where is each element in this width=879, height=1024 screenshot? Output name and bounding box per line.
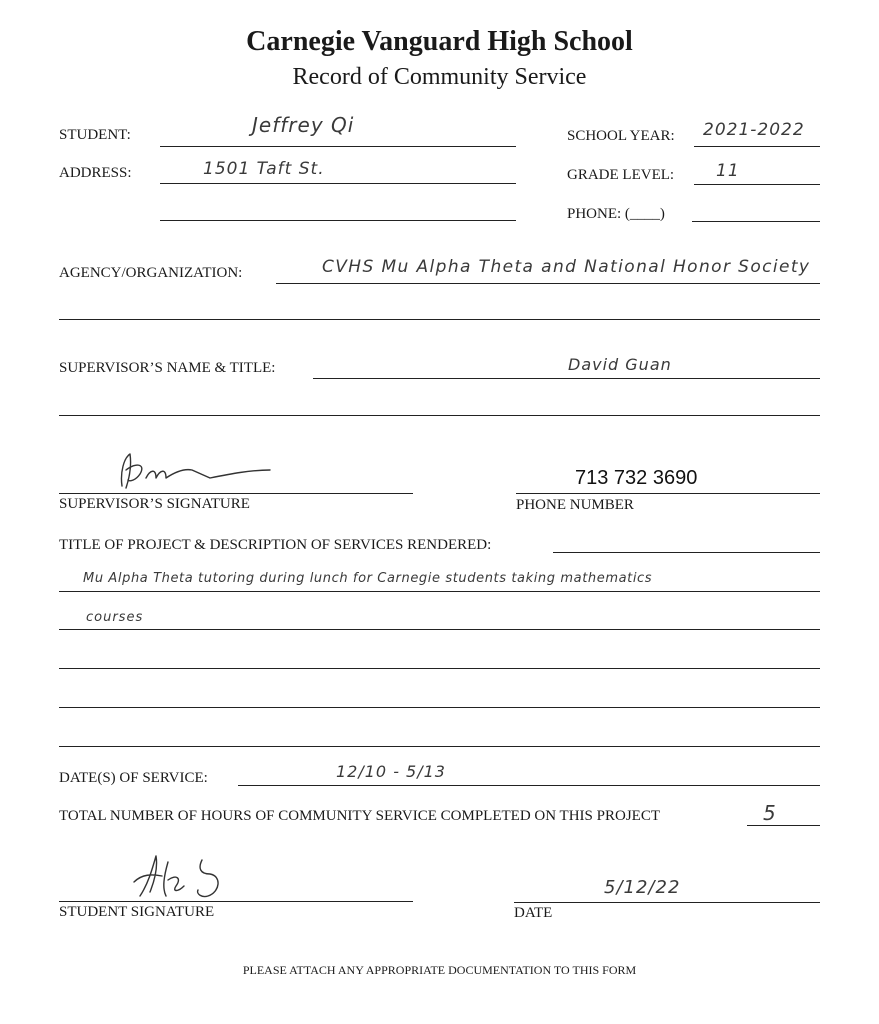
description-line-1 bbox=[59, 591, 820, 592]
project-title-label: TITLE OF PROJECT & DESCRIPTION OF SERVICES RENDERED: bbox=[59, 537, 492, 553]
description-line-1-value: Mu Alpha Theta tutoring during lunch for Carnegie students taking mathematics bbox=[83, 571, 653, 586]
student-signature-line bbox=[59, 901, 413, 902]
agency-value: CVHS Mu Alpha Theta and National Honor Society bbox=[322, 257, 811, 277]
student-signature-label: STUDENT SIGNATURE bbox=[59, 904, 215, 920]
total-hours-line bbox=[747, 825, 820, 826]
project-title-line bbox=[553, 552, 820, 553]
supervisor-name-value: David Guan bbox=[568, 355, 672, 374]
address-label: ADDRESS: bbox=[59, 165, 132, 181]
total-hours-value: 5 bbox=[763, 801, 777, 825]
student-label: STUDENT: bbox=[59, 127, 131, 143]
phone-line bbox=[692, 221, 820, 222]
supervisor-signature-label: SUPERVISOR’S SIGNATURE bbox=[59, 496, 250, 512]
description-line-2 bbox=[59, 629, 820, 630]
address-line-2 bbox=[160, 220, 516, 221]
phone-number-line bbox=[516, 493, 820, 494]
student-signature-mark bbox=[128, 852, 258, 902]
student-value: Jeffrey Qi bbox=[252, 113, 355, 137]
supervisor-phone-value: 713 732 3690 bbox=[575, 467, 698, 489]
school-year-value: 2021-2022 bbox=[703, 120, 805, 140]
address-value: 1501 Taft St. bbox=[203, 159, 325, 179]
description-line-5 bbox=[59, 746, 820, 747]
date-label: DATE bbox=[514, 905, 553, 921]
agency-line-2 bbox=[59, 319, 820, 320]
grade-level-line bbox=[694, 184, 820, 185]
dates-of-service-line bbox=[238, 785, 820, 786]
description-line-2-value: courses bbox=[86, 610, 144, 625]
dates-of-service-value: 12/10 - 5/13 bbox=[336, 762, 446, 781]
grade-level-label: GRADE LEVEL: bbox=[567, 167, 675, 183]
total-hours-label: TOTAL NUMBER OF HOURS OF COMMUNITY SERVICE COMPLETED ON THIS PROJECT bbox=[59, 808, 660, 824]
agency-line bbox=[276, 283, 820, 284]
description-line-4 bbox=[59, 707, 820, 708]
date-value: 5/12/22 bbox=[604, 877, 681, 898]
documentation-note: PLEASE ATTACH ANY APPROPRIATE DOCUMENTATION TO THIS FORM bbox=[242, 963, 637, 977]
agency-label: AGENCY/ORGANIZATION: bbox=[59, 265, 243, 281]
supervisor-name-label: SUPERVISOR’S NAME & TITLE: bbox=[59, 360, 276, 376]
grade-level-value: 11 bbox=[716, 161, 740, 181]
supervisor-signature-line bbox=[59, 493, 413, 494]
student-line bbox=[160, 146, 516, 147]
school-year-label: SCHOOL YEAR: bbox=[567, 128, 675, 144]
dates-of-service-label: DATE(S) OF SERVICE: bbox=[59, 770, 208, 786]
address-line bbox=[160, 183, 516, 184]
form-title: Record of Community Service bbox=[292, 64, 587, 90]
supervisor-signature-mark bbox=[110, 448, 280, 496]
description-line-3 bbox=[59, 668, 820, 669]
date-line bbox=[514, 902, 820, 903]
phone-number-label: PHONE NUMBER bbox=[516, 497, 634, 513]
supervisor-line-2 bbox=[59, 415, 820, 416]
supervisor-name-line bbox=[313, 378, 820, 379]
phone-label: PHONE: (____) bbox=[567, 206, 665, 222]
school-name: Carnegie Vanguard High School bbox=[246, 26, 633, 57]
school-year-line bbox=[694, 146, 820, 147]
